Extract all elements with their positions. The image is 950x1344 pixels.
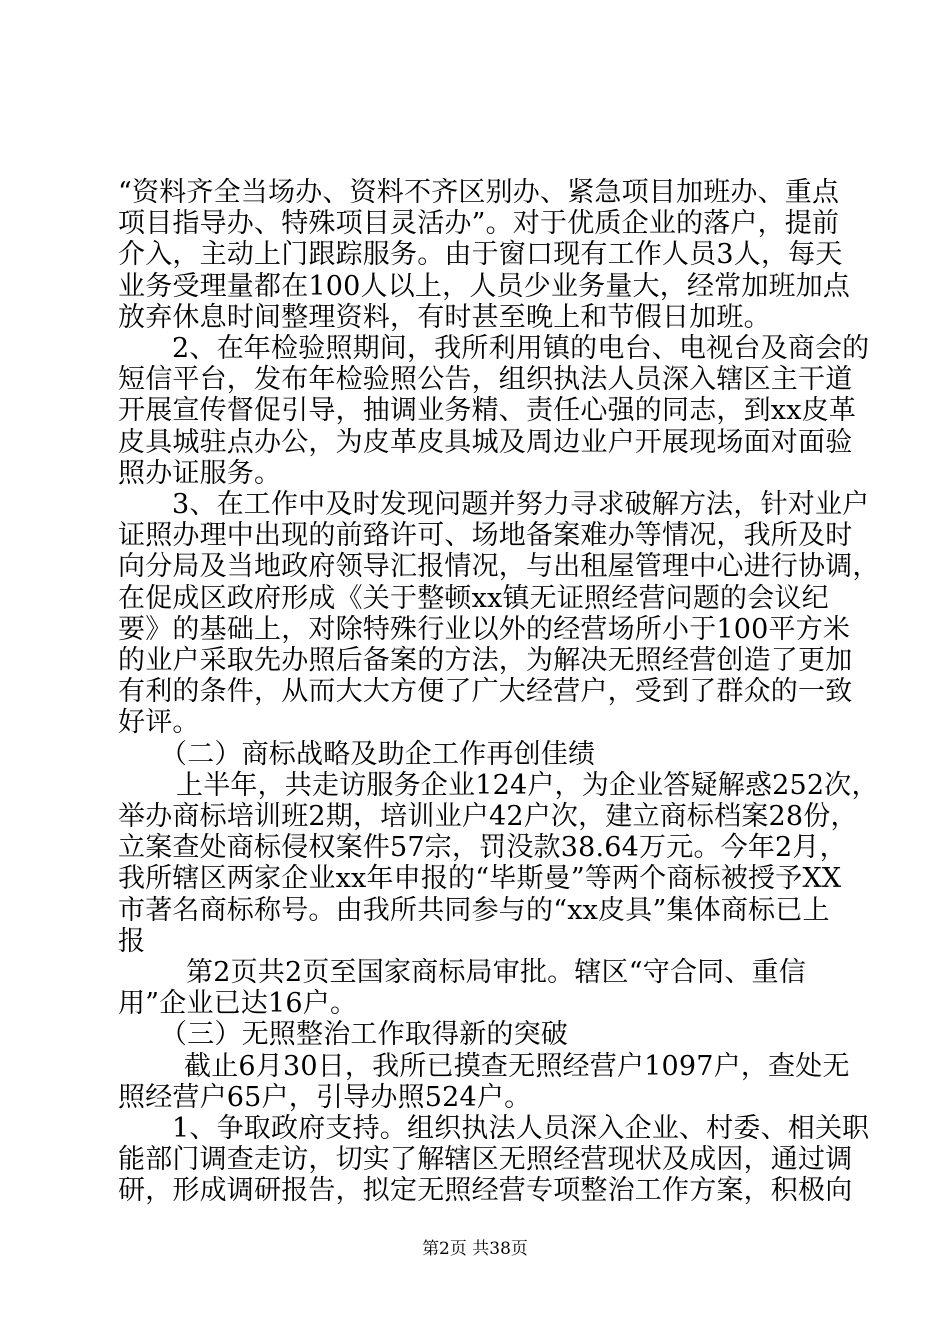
text-line: 放弃休息时间整理资料，有时甚至晚上和节假日加班。 — [118, 301, 771, 333]
text-line: 1、争取政府支持。组织执法人员深入企业、村委、相关职 — [172, 1113, 870, 1144]
text-line: 好评。 — [118, 707, 200, 739]
text-line: 的业户采取先办照后备案的方法，为解决无照经营创造了更加 — [118, 645, 853, 676]
text-line: 3、在工作中及时发现问题并努力寻求破解方法，针对业户 — [172, 489, 870, 520]
text-line: 有利的条件，从而大大方便了广大经营户，受到了群众的一致 — [118, 676, 853, 708]
text-line: “资料齐全当场办、资料不齐区别办、紧急项目加班办、重点 — [118, 177, 840, 208]
section-heading: （三）无照整治工作取得新的突破 — [160, 1019, 568, 1051]
text-line: 皮具城驻点办公，为皮革皮具城及周边业户开展现场面对面验 — [118, 426, 853, 458]
text-line: 研，形成调研报告，拟定无照经营专项整治工作方案，积极向 — [118, 1175, 853, 1207]
text-line: 在促成区政府形成《关于整顿xx镇无证照经营问题的会议纪 — [118, 582, 829, 614]
text-line: 短信平台，发布年检验照公告，组织执法人员深入辖区主干道 — [118, 364, 853, 396]
page-footer: 第2页 共38页 — [422, 1239, 528, 1259]
section-heading: （二）商标战略及助企工作再创佳绩 — [160, 738, 596, 770]
text-line: 用”企业已达16户。 — [118, 988, 358, 1020]
text-line: 业务受理量都在100人以上，人员少业务量大，经常加班加点 — [118, 270, 851, 302]
text-line: 介入，主动上门跟踪服务。由于窗口现有工作人员3人，每天 — [118, 239, 843, 271]
text-line: 立案查处商标侵权案件57宗，罚没款38.64万元。今年2月， — [118, 832, 847, 864]
text-line: 举办商标培训班2期，培训业户42户次，建立商标档案28份， — [118, 801, 858, 832]
text-line: 照经营户65户，引导办照524户。 — [118, 1081, 532, 1113]
text-line: 第2页共2页至国家商标局审批。辖区“守合同、重信 — [186, 957, 806, 988]
text-line: 市著名商标称号。由我所共同参与的“xx皮具”集体商标已上 — [118, 894, 830, 926]
text-line: 报 — [118, 925, 146, 957]
text-line: 要》的基础上，对除特殊行业以外的经营场所小于100平方米 — [118, 613, 851, 645]
text-line: 证照办理中出现的前臵许可、场地备案难办等情况，我所及时 — [118, 520, 853, 552]
text-line: 照办证服务。 — [118, 457, 282, 489]
text-line: 项目指导办、特殊项目灵活办”。对于优质企业的落户，提前 — [118, 208, 840, 240]
text-line: 2、在年检验照期间，我所利用镇的电台、电视台及商会的 — [172, 333, 870, 364]
text-line: 向分局及当地政府领导汇报情况，与出租屋管理中心进行协调， — [118, 551, 880, 583]
text-line: 截止6月30日，我所已摸查无照经营户1097户，查处无 — [184, 1050, 850, 1082]
text-line: 能部门调查走访，切实了解辖区无照经营现状及成因，通过调 — [118, 1144, 853, 1176]
text-line: 上半年，共走访服务企业124户，为企业答疑解惑252次， — [176, 769, 879, 801]
text-line: 我所辖区两家企业xx年申报的“毕斯曼”等两个商标被授予XX — [118, 863, 842, 895]
text-line: 开展宣传督促引导，抽调业务精、责任心强的同志，到xx皮革 — [118, 395, 857, 427]
